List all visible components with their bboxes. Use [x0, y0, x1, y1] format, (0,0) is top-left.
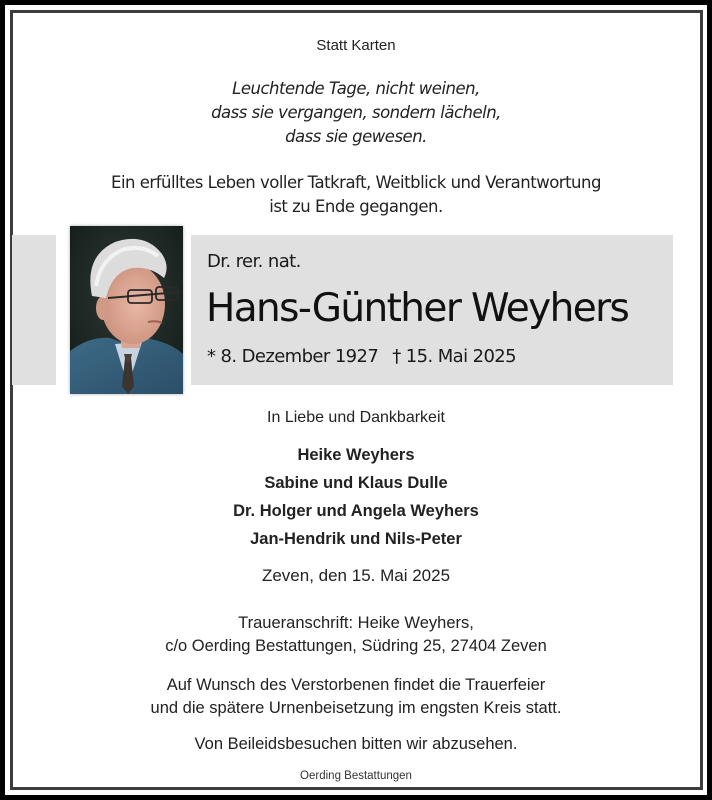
funeral-wish [0, 674, 712, 720]
life-dates [207, 346, 516, 367]
family-member: Jan-Hendrik und Nils-Peter [250, 530, 462, 548]
address-line: Traueranschrift: Heike Weyhers, [238, 614, 474, 632]
life-statement-line: ist zu Ende gegangen. [269, 197, 443, 216]
family-member: Dr. Holger und Angela Weyhers [233, 502, 479, 520]
dedication: In Liebe und Dankbarkeit [267, 409, 445, 426]
life-statement-line: Ein erfülltes Leben voller Tatkraft, Weitblick und Verantwortung [111, 173, 601, 192]
death-date: † 15. Mai 2025 [392, 346, 517, 367]
family-list [0, 441, 712, 553]
wish-line: Auf Wunsch des Verstorbenen findet die Trauerfeier [166, 676, 546, 694]
deceased-name: Hans-Günther Weyhers [206, 286, 629, 331]
birth-date: * 8. Dezember 1927 [207, 346, 379, 367]
funeral-home-credit: Oerding Bestattungen [300, 770, 412, 782]
portrait-photo [70, 226, 183, 394]
family-member: Heike Weyhers [297, 446, 415, 464]
academic-title: Dr. rer. nat. [207, 251, 301, 272]
place-date: Zeven, den 15. Mai 2025 [261, 566, 451, 585]
name-band-left [12, 235, 56, 385]
poem-line: Leuchtende Tage, nicht weinen, [232, 79, 480, 98]
mourning-address [0, 612, 712, 658]
poem-line: dass sie vergangen, sondern lächeln, [211, 103, 501, 122]
poem [0, 77, 712, 149]
wish-line: und die spätere Urnenbeisetzung im engsten Kreis statt. [150, 699, 562, 717]
life-statement [0, 171, 712, 219]
header-note: Statt Karten [316, 37, 396, 54]
address-line: c/o Oerding Bestattungen, Südring 25, 27404 Zeven [165, 637, 547, 655]
family-member: Sabine und Klaus Dulle [264, 474, 448, 492]
poem-line: dass sie gewesen. [285, 127, 427, 146]
visits-note: Von Beileidsbesuchen bitten wir abzusehen. [194, 735, 518, 753]
portrait-image [70, 226, 183, 394]
